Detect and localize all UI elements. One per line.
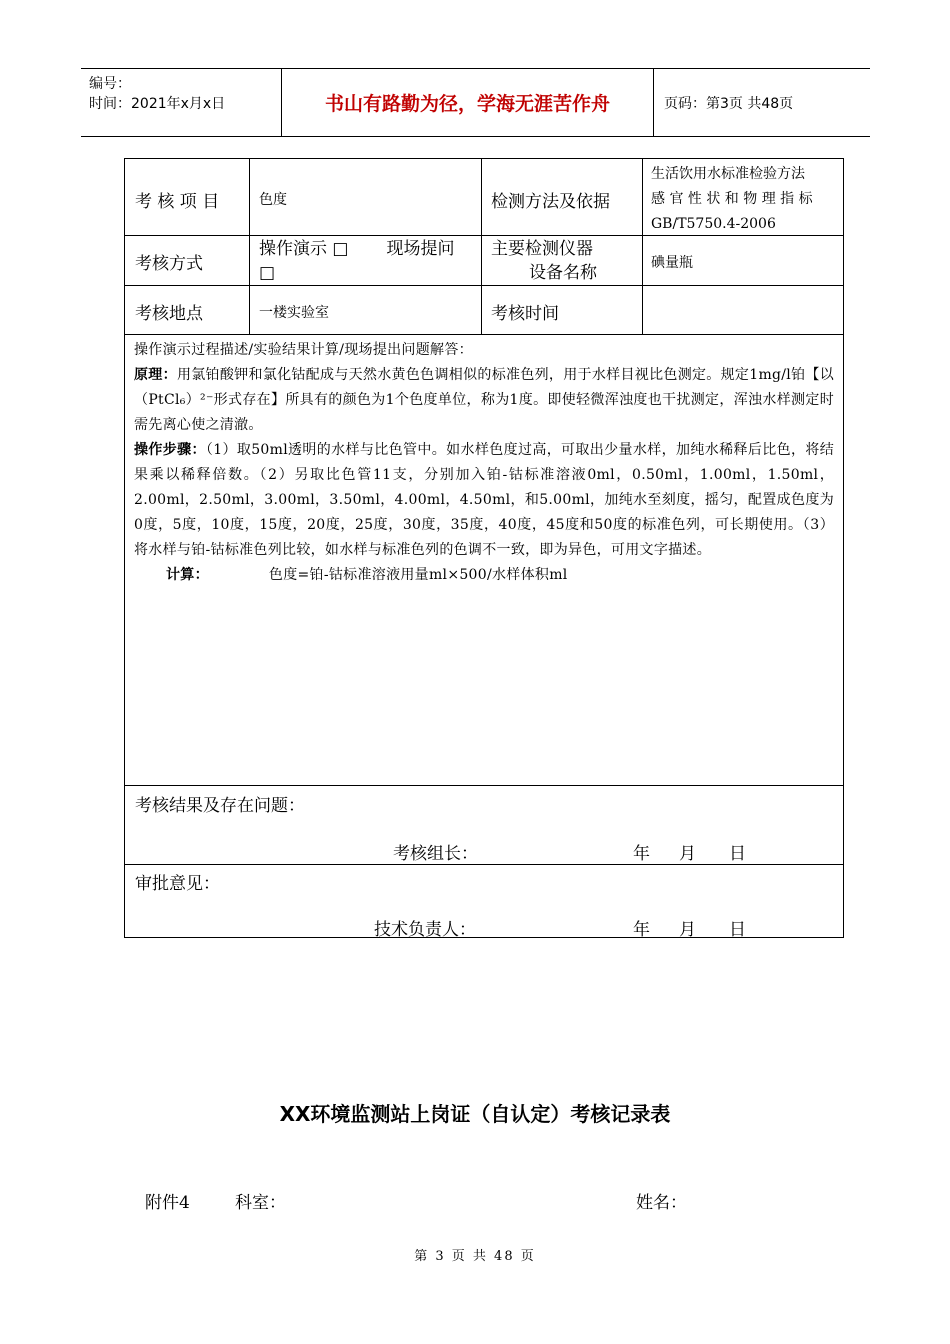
instrument-label: 主要检测仪器 设备名称 <box>491 239 597 283</box>
steps-text: （1）取50ml透明的水样与比色管中。如水样色度过高，可取出少量水样，加纯水稀释后比色，将结果乘以稀释倍数。（2）另取比色管11支，分别加入铂-钴标准溶液0ml，0.50ml，1.00ml，1.50ml，2.00ml，2.50ml，3.00ml，3.50ml，4.00ml，4.50ml，和5.00ml，加纯水至刻度，摇匀，配置成色度为0度，5度，10度，15度，20度，25度，30度，35度，40度，45度和50度的标准色列，可长期使用。（3）将水样与铂-钴标准色列比较，如水样与标准色列的色调不一致，即为异色，可用文字描述。 <box>134 442 834 558</box>
item-label: 考 核 项 目 <box>135 192 220 212</box>
number-label: 编号： <box>89 76 131 92</box>
approval-year: 年 <box>633 920 650 940</box>
mode-label: 考核方式 <box>135 254 203 274</box>
approval-month: 月 <box>679 920 696 940</box>
location-value: 一楼实验室 <box>259 305 329 321</box>
form-title: XX环境监测站上岗证（自认定）考核记录表 <box>279 1102 671 1126</box>
assessment-table <box>124 158 844 938</box>
name-label: 姓名： <box>636 1193 687 1213</box>
description-heading: 操作演示过程描述/实验结果计算/现场提出问题解答： <box>134 342 473 358</box>
calc-text: 色度=铂-钴标准溶液用量ml×500/水样体积ml <box>268 567 568 583</box>
attachment-label: 附件4 <box>145 1193 190 1213</box>
page-header <box>81 68 870 137</box>
result-month: 月 <box>679 844 696 864</box>
header-page-info: 页码：第3页 共48页 <box>664 95 794 112</box>
department-label: 科室： <box>235 1193 286 1213</box>
approval-label: 审批意见： <box>135 874 220 894</box>
exam-time-label: 考核时间 <box>491 304 559 324</box>
instrument-value: 碘量瓶 <box>651 255 693 271</box>
option-question[interactable]: 现场提问 <box>386 239 455 259</box>
header-meta <box>81 69 282 136</box>
steps-label: 操作步骤： <box>134 442 206 458</box>
time-label: 时间：2021年x月x日 <box>89 96 226 112</box>
option-question-checkbox[interactable]: □ <box>259 263 276 283</box>
principle-text: 用氯铂酸钾和氯化钴配成与天然水黄色色调相似的标准色列，用于水样目视比色测定。规定1mg/l铂【以（PtCl₆）²⁻形式存在】所具有的颜色为1个色度单位，称为1度。即使轻微浑浊度也干扰测定，浑浊水样测定时需先离心使之清澈。 <box>134 367 834 433</box>
method-value: 生活饮用水标准检验方法 感 官 性 状 和 物 理 指 标 GB/T5750.4-2006 <box>651 166 813 232</box>
principle-label: 原理： <box>134 367 177 383</box>
calc-label: 计算： <box>166 567 209 583</box>
result-label: 考核结果及存在问题： <box>135 796 305 816</box>
header-motto: 书山有路勤为径，学海无涯苦作舟 <box>282 69 654 136</box>
approval-signer: 技术负责人： <box>374 920 476 940</box>
result-signer: 考核组长： <box>393 844 478 864</box>
mode-options <box>259 237 479 285</box>
result-year: 年 <box>633 844 650 864</box>
method-label: 检测方法及依据 <box>491 192 610 212</box>
page-footer: 第 3 页 共 48 页 <box>414 1249 536 1264</box>
description-block <box>134 338 834 588</box>
approval-day: 日 <box>729 920 746 940</box>
item-value: 色度 <box>259 192 287 208</box>
location-label: 考核地点 <box>135 304 203 324</box>
option-demo[interactable]: 操作演示 □ <box>259 239 349 259</box>
result-day: 日 <box>729 844 746 864</box>
